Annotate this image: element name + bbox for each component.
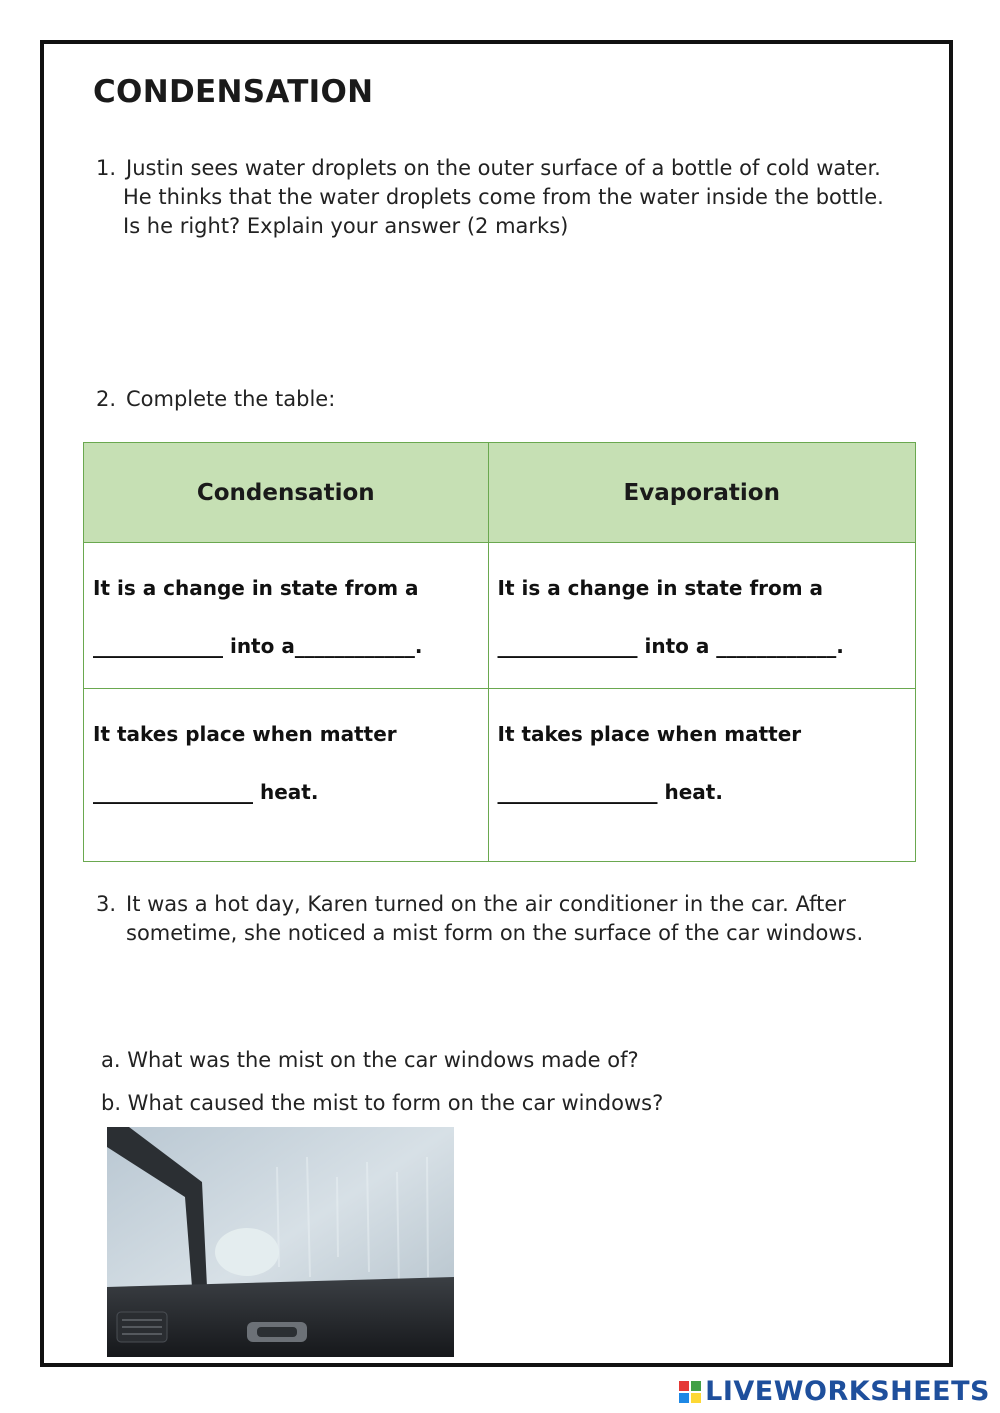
question-1 (96, 154, 884, 241)
question-3a: a. What was the mist on the car windows made of? (101, 1048, 639, 1072)
header-condensation: Condensation (84, 443, 489, 543)
question-text-line: Is he right? Explain your answer (2 marks) (123, 214, 569, 238)
table-header-row (84, 443, 916, 543)
question-text: Complete the table: (126, 387, 336, 411)
cell-text: It is a change in state from a (93, 576, 419, 600)
table-cell[interactable] (488, 543, 915, 689)
question-3 (96, 890, 863, 948)
blank-answer-line[interactable]: ________________ heat. (93, 780, 319, 804)
blank-answer-line[interactable]: _____________ into a____________. (93, 634, 423, 658)
question-text-line: Justin sees water droplets on the outer surface of a bottle of cold water. (126, 156, 881, 180)
misted-car-window-photo (107, 1127, 454, 1357)
comparison-table (83, 442, 916, 862)
cell-text: It is a change in state from a (497, 576, 824, 600)
page-title: CONDENSATION (93, 74, 374, 110)
blank-answer-line[interactable]: ______________ into a ____________. (497, 634, 844, 658)
blank-answer-line[interactable]: ________________ heat. (497, 780, 723, 804)
header-evaporation: Evaporation (488, 443, 915, 543)
table-row (84, 689, 916, 862)
logo-text: LIVEWORKSHEETS (705, 1376, 990, 1407)
cell-text: It takes place when matter (93, 722, 397, 746)
table-cell[interactable] (84, 689, 489, 862)
logo-blocks-icon (679, 1381, 701, 1403)
table-row (84, 543, 916, 689)
liveworksheets-logo[interactable] (679, 1376, 990, 1407)
table-cell[interactable] (488, 689, 915, 862)
question-number: 2. (96, 387, 117, 411)
table-cell[interactable] (84, 543, 489, 689)
question-text-line: sometime, she noticed a mist form on the surface of the car windows. (126, 921, 864, 945)
cell-text: It takes place when matter (497, 722, 802, 746)
question-2 (96, 385, 335, 414)
question-text-line: It was a hot day, Karen turned on the air conditioner in the car. After (126, 892, 846, 916)
question-number: 3. (96, 892, 117, 916)
question-text-line: He thinks that the water droplets come from the water inside the bottle. (123, 185, 884, 209)
question-number: 1. (96, 156, 117, 180)
question-3b: b. What caused the mist to form on the car windows? (101, 1091, 664, 1115)
